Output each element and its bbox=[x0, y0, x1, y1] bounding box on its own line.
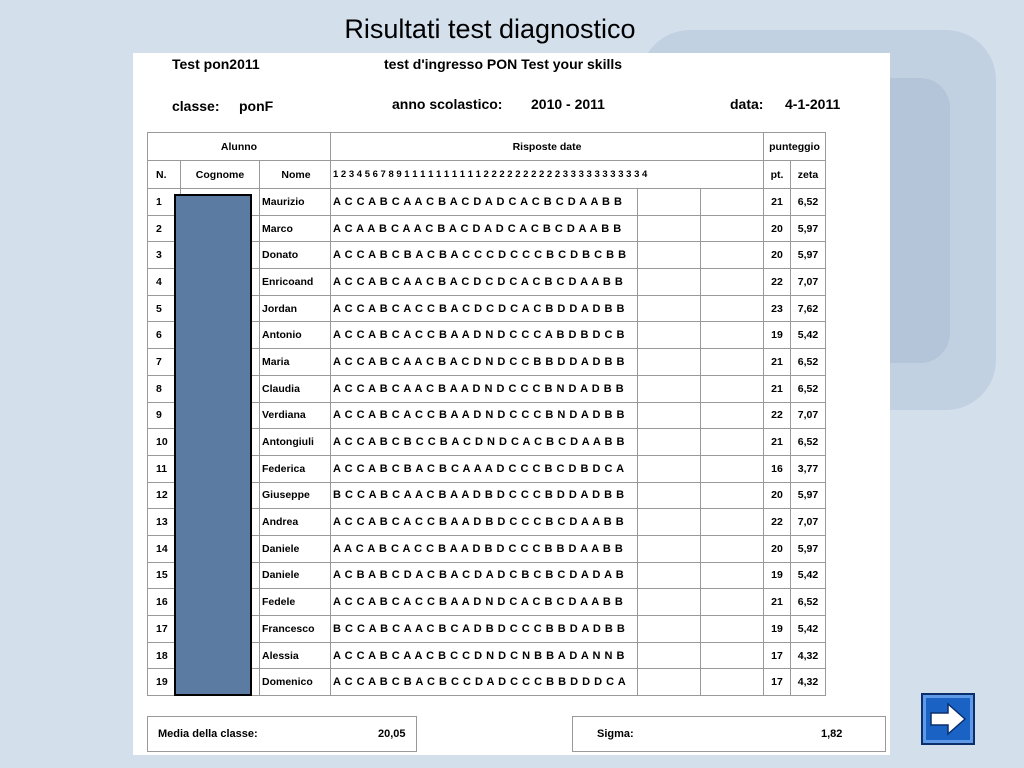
row-zeta: 3,77 bbox=[791, 455, 826, 482]
col-pt: pt. bbox=[764, 161, 791, 189]
row-empty-block bbox=[638, 455, 701, 482]
row-zeta: 7,07 bbox=[791, 402, 826, 429]
row-number: 17 bbox=[148, 616, 181, 643]
row-zeta: 4,32 bbox=[791, 669, 826, 696]
row-answers: B C C A B C A A C B A A D B D C C C B D D A D B B bbox=[331, 482, 638, 509]
row-number: 8 bbox=[148, 375, 181, 402]
row-points: 21 bbox=[764, 375, 791, 402]
sigma-value: 1,82 bbox=[821, 728, 843, 740]
row-answers: A C C A B C A A C B A C D C D C A C B C D A A B B bbox=[331, 269, 638, 296]
row-name: Verdiana bbox=[260, 402, 331, 429]
row-empty-block bbox=[701, 295, 764, 322]
row-empty-block bbox=[701, 429, 764, 456]
row-zeta: 5,42 bbox=[791, 562, 826, 589]
row-empty-block bbox=[638, 295, 701, 322]
row-number: 13 bbox=[148, 509, 181, 536]
date-label: data: bbox=[730, 96, 764, 112]
row-name: Marco bbox=[260, 215, 331, 242]
row-number: 1 bbox=[148, 189, 181, 216]
row-number: 7 bbox=[148, 349, 181, 376]
row-empty-block bbox=[701, 455, 764, 482]
school-year-value: 2010 - 2011 bbox=[531, 96, 605, 112]
row-name: Maria bbox=[260, 349, 331, 376]
class-average-box bbox=[147, 716, 417, 752]
row-points: 19 bbox=[764, 616, 791, 643]
row-name: Maurizio bbox=[260, 189, 331, 216]
row-points: 19 bbox=[764, 322, 791, 349]
row-empty-block bbox=[638, 535, 701, 562]
row-name: Jordan bbox=[260, 295, 331, 322]
row-number: 18 bbox=[148, 642, 181, 669]
row-answers: A C C A B C A C C B A A D N D C C C A B D B D C B bbox=[331, 322, 638, 349]
row-points: 23 bbox=[764, 295, 791, 322]
row-answers: A C A A B C A A C B A C D A D C A C B C D A A B B bbox=[331, 215, 638, 242]
row-name: Domenico bbox=[260, 669, 331, 696]
row-empty-block bbox=[638, 215, 701, 242]
row-zeta: 5,97 bbox=[791, 242, 826, 269]
row-answers: A C C A B C A C C B A A D N D C C C B N D A D B B bbox=[331, 402, 638, 429]
test-description: test d'ingresso PON Test your skills bbox=[384, 56, 623, 72]
slide-title: Risultati test diagnostico bbox=[344, 14, 636, 44]
table-column-header bbox=[148, 161, 826, 189]
row-points: 21 bbox=[764, 589, 791, 616]
row-name: Daniele bbox=[260, 562, 331, 589]
row-answers: A C C A B C A A C B A C D A D C A C B C D A A B B bbox=[331, 189, 638, 216]
class-average-label: Media della classe: bbox=[158, 728, 258, 740]
row-zeta: 6,52 bbox=[791, 189, 826, 216]
row-empty-block bbox=[638, 269, 701, 296]
row-name: Andrea bbox=[260, 509, 331, 536]
surname-redaction bbox=[174, 194, 252, 696]
table-group-header bbox=[148, 133, 826, 161]
row-zeta: 7,07 bbox=[791, 269, 826, 296]
group-alunno: Alunno bbox=[148, 133, 331, 161]
row-empty-block bbox=[701, 669, 764, 696]
row-number: 16 bbox=[148, 589, 181, 616]
row-zeta: 4,32 bbox=[791, 642, 826, 669]
row-zeta: 5,97 bbox=[791, 482, 826, 509]
row-empty-block bbox=[638, 509, 701, 536]
row-zeta: 7,07 bbox=[791, 509, 826, 536]
row-empty-block bbox=[701, 375, 764, 402]
row-points: 17 bbox=[764, 642, 791, 669]
row-empty-block bbox=[701, 509, 764, 536]
group-punteggio: punteggio bbox=[764, 133, 826, 161]
row-empty-block bbox=[701, 189, 764, 216]
row-answers: A C C A B C A C C B A A D N D C A C B C D A A B B bbox=[331, 589, 638, 616]
row-number: 15 bbox=[148, 562, 181, 589]
row-name: Federica bbox=[260, 455, 331, 482]
row-empty-block bbox=[638, 669, 701, 696]
row-empty-block bbox=[701, 215, 764, 242]
row-empty-block bbox=[638, 642, 701, 669]
class-average-value: 20,05 bbox=[378, 728, 406, 740]
row-zeta: 5,42 bbox=[791, 322, 826, 349]
row-empty-block bbox=[701, 642, 764, 669]
row-empty-block bbox=[638, 402, 701, 429]
row-number: 6 bbox=[148, 322, 181, 349]
row-number: 5 bbox=[148, 295, 181, 322]
col-cognome: Cognome bbox=[181, 161, 260, 189]
row-empty-block bbox=[638, 589, 701, 616]
row-points: 19 bbox=[764, 562, 791, 589]
row-number: 10 bbox=[148, 429, 181, 456]
col-zeta: zeta bbox=[791, 161, 826, 189]
row-number: 11 bbox=[148, 455, 181, 482]
row-name: Claudia bbox=[260, 375, 331, 402]
row-number: 9 bbox=[148, 402, 181, 429]
row-name: Enricoand bbox=[260, 269, 331, 296]
row-points: 20 bbox=[764, 215, 791, 242]
col-nome: Nome bbox=[260, 161, 331, 189]
row-empty-block bbox=[701, 589, 764, 616]
sigma-box bbox=[572, 716, 886, 752]
row-empty-block bbox=[638, 189, 701, 216]
row-answers: A C C A B C A A C B A C D N D C C B B D D A D B B bbox=[331, 349, 638, 376]
row-zeta: 6,52 bbox=[791, 375, 826, 402]
row-number: 12 bbox=[148, 482, 181, 509]
row-empty-block bbox=[638, 429, 701, 456]
row-points: 20 bbox=[764, 482, 791, 509]
row-empty-block bbox=[638, 322, 701, 349]
row-answers: A C C A B C A C C B A C D C D C A C B D D A D B B bbox=[331, 295, 638, 322]
row-empty-block bbox=[701, 402, 764, 429]
row-points: 20 bbox=[764, 242, 791, 269]
next-slide-button[interactable] bbox=[921, 693, 975, 745]
class-label: classe: bbox=[172, 98, 220, 114]
row-empty-block bbox=[638, 616, 701, 643]
row-empty-block bbox=[701, 269, 764, 296]
row-number: 14 bbox=[148, 535, 181, 562]
row-points: 21 bbox=[764, 189, 791, 216]
row-empty-block bbox=[701, 535, 764, 562]
row-points: 22 bbox=[764, 402, 791, 429]
row-empty-block bbox=[701, 616, 764, 643]
row-name: Donato bbox=[260, 242, 331, 269]
row-number: 4 bbox=[148, 269, 181, 296]
row-answers: A A C A B C A C C B A A D B D C C C B B D A A B B bbox=[331, 535, 638, 562]
row-points: 20 bbox=[764, 535, 791, 562]
row-number: 19 bbox=[148, 669, 181, 696]
row-points: 22 bbox=[764, 269, 791, 296]
row-answers: B C C A B C A A C B C A D B D C C C B B D A D B B bbox=[331, 616, 638, 643]
row-points: 21 bbox=[764, 429, 791, 456]
class-value: ponF bbox=[239, 98, 274, 114]
school-year-label: anno scolastico: bbox=[392, 96, 503, 112]
row-number: 3 bbox=[148, 242, 181, 269]
row-empty-block bbox=[638, 562, 701, 589]
row-empty-block bbox=[701, 349, 764, 376]
row-empty-block bbox=[701, 482, 764, 509]
row-points: 22 bbox=[764, 509, 791, 536]
row-empty-block bbox=[638, 482, 701, 509]
row-points: 17 bbox=[764, 669, 791, 696]
row-zeta: 5,97 bbox=[791, 535, 826, 562]
row-name: Antongiuli bbox=[260, 429, 331, 456]
row-name: Alessia bbox=[260, 642, 331, 669]
row-name: Francesco bbox=[260, 616, 331, 643]
row-answers: A C C A B C B A C B C C D A D C C C B B D D D C A bbox=[331, 669, 638, 696]
row-answers: A C C A B C B A C B C A A A D C C C B C D B D C A bbox=[331, 455, 638, 482]
row-empty-block bbox=[701, 322, 764, 349]
group-risposte: Risposte date bbox=[331, 133, 764, 161]
test-name: Test pon2011 bbox=[172, 56, 260, 72]
row-zeta: 6,52 bbox=[791, 429, 826, 456]
row-answers: A C B A B C D A C B A C D A D C B C B C D A D A B bbox=[331, 562, 638, 589]
row-zeta: 6,52 bbox=[791, 349, 826, 376]
row-zeta: 6,52 bbox=[791, 589, 826, 616]
row-answers: A C C A B C A A C B A A D N D C C C B N D A D B B bbox=[331, 375, 638, 402]
row-name: Fedele bbox=[260, 589, 331, 616]
col-questions: 1 2 3 4 5 6 7 8 9 1 1 1 1 1 1 1 1 1 1 2 2 2 2 2 2 2 2 2 2 3 3 3 3 3 3 3 3 3 3 4 bbox=[331, 161, 764, 189]
row-zeta: 7,62 bbox=[791, 295, 826, 322]
row-points: 21 bbox=[764, 349, 791, 376]
row-answers: A C C A B C B C C B A C D N D C A C B C D A A B B bbox=[331, 429, 638, 456]
row-zeta: 5,97 bbox=[791, 215, 826, 242]
row-points: 16 bbox=[764, 455, 791, 482]
row-zeta: 5,42 bbox=[791, 616, 826, 643]
row-empty-block bbox=[638, 375, 701, 402]
row-answers: A C C A B C A A C B C C D N D C N B B A D A N N B bbox=[331, 642, 638, 669]
row-name: Antonio bbox=[260, 322, 331, 349]
row-answers: A C C A B C B A C B A C C C D C C C B C D B C B B bbox=[331, 242, 638, 269]
row-empty-block bbox=[638, 349, 701, 376]
arrow-right-icon bbox=[923, 695, 973, 743]
row-name: Daniele bbox=[260, 535, 331, 562]
row-name: Giuseppe bbox=[260, 482, 331, 509]
row-empty-block bbox=[638, 242, 701, 269]
row-answers: A C C A B C A C C B A A D B D C C C B C D A A B B bbox=[331, 509, 638, 536]
sigma-label: Sigma: bbox=[597, 728, 634, 740]
date-value: 4-1-2011 bbox=[785, 96, 841, 112]
row-empty-block bbox=[701, 562, 764, 589]
row-number: 2 bbox=[148, 215, 181, 242]
col-n: N. bbox=[148, 161, 181, 189]
row-empty-block bbox=[701, 242, 764, 269]
